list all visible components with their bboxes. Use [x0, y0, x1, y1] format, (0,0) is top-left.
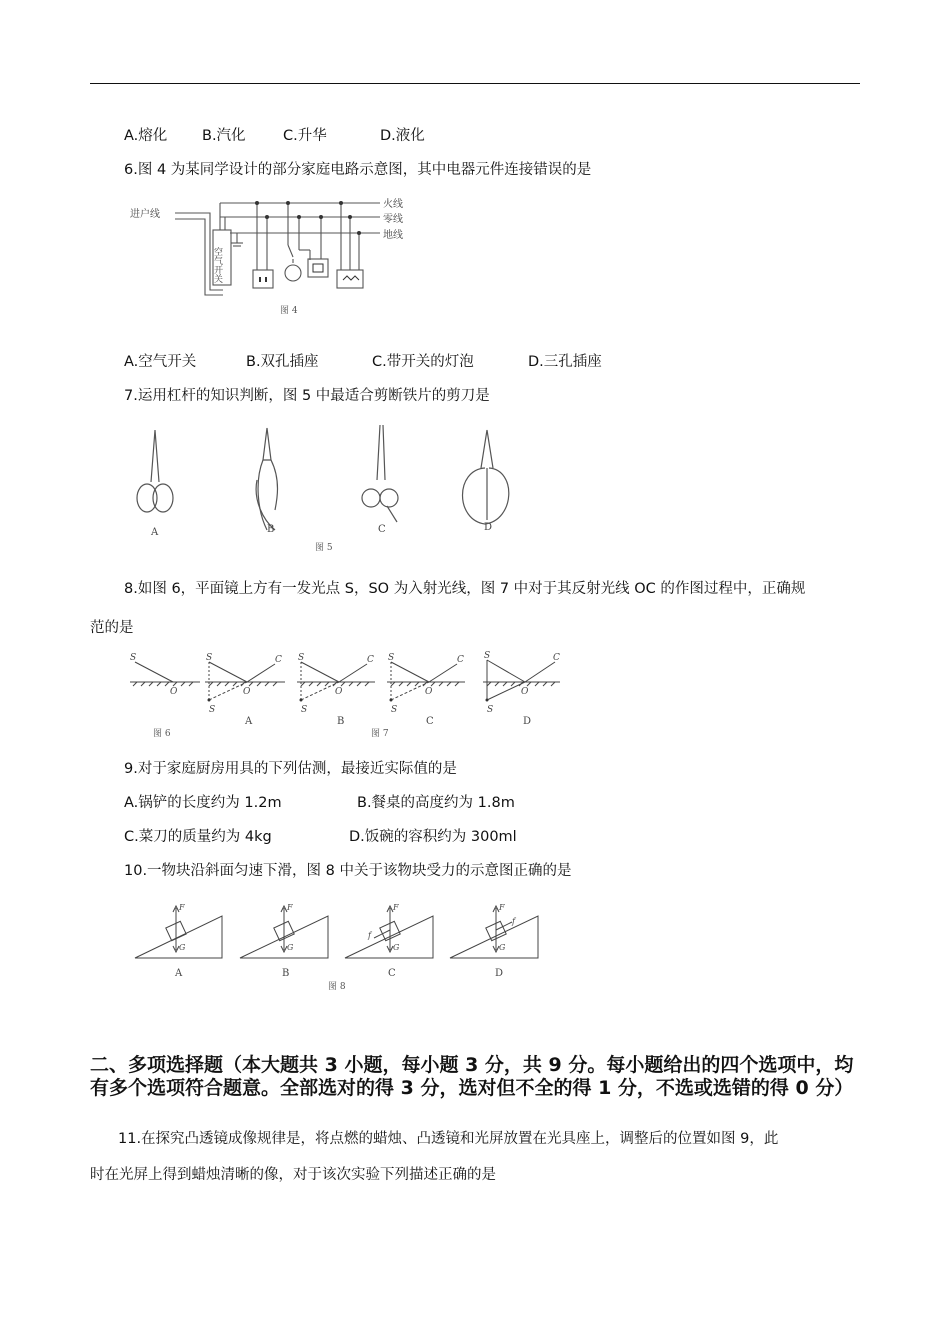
figure-5-scissors — [125, 420, 535, 555]
svg-text:f: f — [368, 931, 371, 940]
fig5-label-c: C — [378, 524, 386, 535]
header-rule — [90, 83, 860, 84]
svg-text:S: S — [388, 653, 395, 663]
q9-option-d[interactable]: D.饭碗的容积约为 300ml — [349, 829, 517, 845]
fig6-caption: 图 6 — [153, 729, 171, 739]
fig8-label-a: A — [175, 968, 183, 979]
q9-option-c[interactable]: C.菜刀的质量约为 4kg — [124, 829, 272, 845]
fig7-caption: 图 7 — [371, 729, 389, 739]
svg-text:F: F — [287, 903, 293, 912]
fig4-neutral-label: 零线 — [383, 214, 403, 225]
svg-text:S: S — [298, 653, 305, 663]
svg-text:C: C — [553, 653, 560, 663]
svg-text:S: S — [391, 705, 398, 715]
q6-option-d[interactable]: D.三孔插座 — [528, 354, 602, 370]
svg-text:C: C — [275, 655, 282, 665]
fig7-label-d: D — [523, 716, 532, 727]
q11-line-1: 11.在探究凸透镜成像规律是，将点燃的蜡烛、凸透镜和光屏放置在光具座上，调整后的位置如图 9，此 — [118, 1131, 779, 1147]
fig8-label-d: D — [495, 968, 504, 979]
q9-option-a[interactable]: A.锅铲的长度约为 1.2m — [124, 795, 282, 811]
svg-text:O: O — [335, 687, 343, 697]
q8-stem-line-1: 8.如图 6，平面镜上方有一发光点 S，SO 为入射光线，图 7 中对于其反射光线 OC 的作图过程中，正确规 — [124, 581, 806, 597]
svg-text:F: F — [393, 903, 399, 912]
svg-text:f: f — [512, 917, 515, 926]
svg-text:S: S — [484, 651, 491, 661]
fig5-label-d: D — [484, 522, 493, 533]
fig5-caption: 图 5 — [315, 543, 333, 553]
svg-text:C: C — [457, 655, 464, 665]
q5-option-c[interactable]: C.升华 — [283, 128, 327, 144]
svg-text:S: S — [206, 653, 213, 663]
figure-4-circuit — [125, 195, 425, 320]
fig4-breaker-label: 空气开关 — [212, 247, 222, 283]
q9-stem: 9.对于家庭厨房用具的下列估测，最接近实际值的是 — [124, 761, 457, 777]
fig8-label-b: B — [282, 968, 290, 979]
q11-line-2: 时在光屏上得到蜡烛清晰的像，对于该次实验下列描述正确的是 — [90, 1167, 496, 1183]
svg-text:F: F — [179, 903, 185, 912]
svg-text:O: O — [243, 687, 251, 697]
svg-text:G: G — [499, 943, 506, 952]
q9-option-b[interactable]: B.餐桌的高度约为 1.8m — [357, 795, 515, 811]
fig4-live-label: 火线 — [383, 199, 403, 210]
svg-text:G: G — [393, 943, 400, 952]
figure-8-incline-forces — [130, 898, 550, 993]
q6-stem: 6.图 4 为某同学设计的部分家庭电路示意图，其中电器元件连接错误的是 — [124, 162, 592, 178]
fig7-label-a: A — [245, 716, 253, 727]
fig5-label-b: B — [267, 524, 275, 535]
q7-stem: 7.运用杠杆的知识判断，图 5 中最适合剪断铁片的剪刀是 — [124, 388, 490, 404]
fig8-label-c: C — [388, 968, 396, 979]
svg-text:O: O — [521, 687, 529, 697]
figure-6-7-reflection — [125, 648, 565, 743]
q5-option-b[interactable]: B.汽化 — [202, 128, 246, 144]
q5-option-a[interactable]: A.熔化 — [124, 128, 168, 144]
section-2-heading: 二、多项选择题（本大题共 3 小题，每小题 3 分，共 9 分。每小题给出的四个选项中，均有多个选项符合题意。全部选对的得 3 分，选对但不全的得 1 分，不选或选错的得 0 分） — [90, 1054, 854, 1099]
fig4-incoming-label: 进户线 — [130, 209, 160, 220]
fig8-caption: 图 8 — [328, 982, 346, 992]
svg-text:G: G — [179, 943, 186, 952]
svg-text:S: S — [487, 705, 494, 715]
svg-text:S: S — [209, 705, 216, 715]
fig7-label-c: C — [426, 716, 434, 727]
q6-option-c[interactable]: C.带开关的灯泡 — [372, 354, 474, 370]
svg-text:C: C — [367, 655, 374, 665]
fig4-caption: 图 4 — [280, 306, 298, 316]
q6-option-b[interactable]: B.双孔插座 — [246, 354, 319, 370]
fig7-label-b: B — [337, 716, 345, 727]
q6-option-a[interactable]: A.空气开关 — [124, 354, 197, 370]
svg-text:O: O — [425, 687, 433, 697]
q10-stem: 10.一物块沿斜面匀速下滑，图 8 中关于该物块受力的示意图正确的是 — [124, 863, 572, 879]
svg-text:S: S — [301, 705, 308, 715]
svg-text:G: G — [287, 943, 294, 952]
svg-text:S: S — [130, 653, 137, 663]
svg-text:O: O — [170, 687, 178, 697]
q5-option-d[interactable]: D.液化 — [380, 128, 425, 144]
svg-text:F: F — [499, 903, 505, 912]
q8-stem-line-2: 范的是 — [90, 620, 134, 636]
fig4-ground-label: 地线 — [383, 230, 403, 241]
fig5-label-a: A — [151, 527, 159, 538]
